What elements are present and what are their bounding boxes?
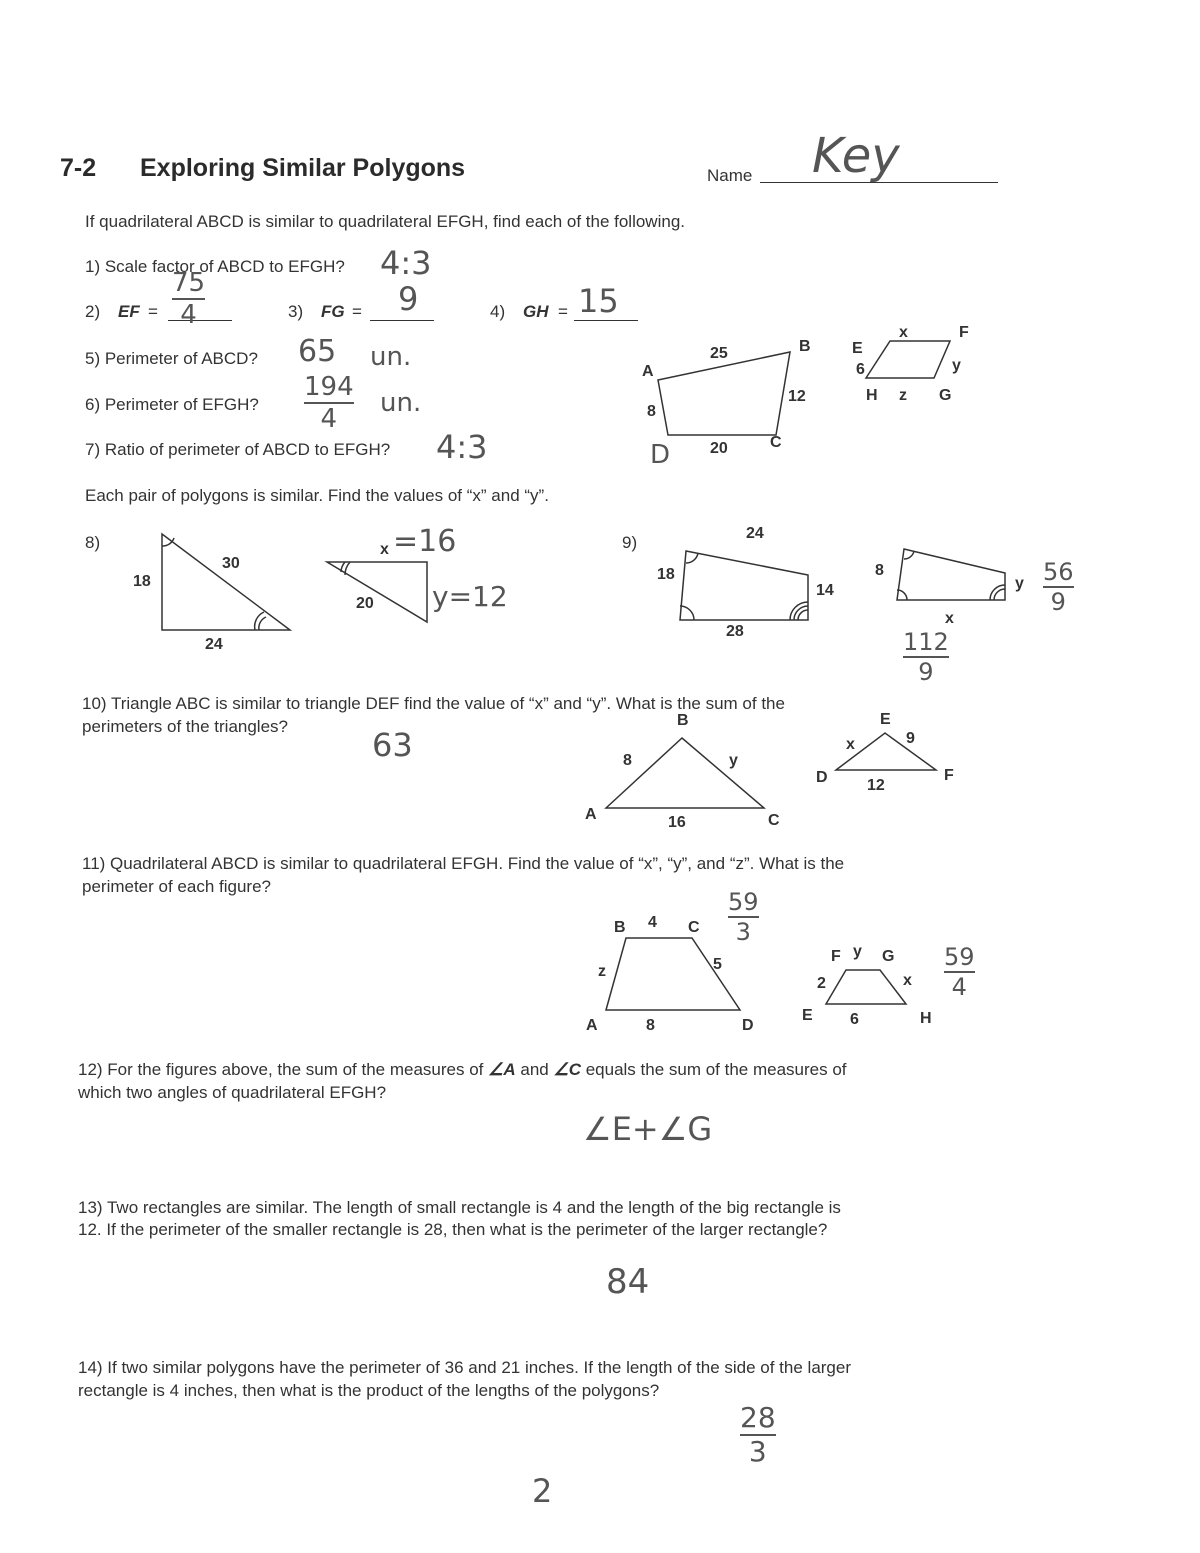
q10-side-ab: 8 — [623, 752, 632, 769]
q8-small-triangle — [327, 562, 427, 622]
q2-numerator: 75 — [172, 268, 206, 298]
q3-label: 3) — [288, 302, 304, 321]
q2-denominator: 4 — [180, 300, 197, 330]
q9-big-top: 24 — [746, 525, 764, 542]
q11-p1-denominator: 3 — [735, 918, 751, 946]
efgh-label-f: F — [959, 324, 969, 341]
name-label: Name — [707, 166, 753, 185]
q12-pre: 12) For the figures above, the sum of the measures of — [78, 1060, 489, 1079]
instructions: Each pair of polygons is similar. Find the values of “x” and “y”. — [85, 486, 549, 505]
q8-big-bottom: 24 — [205, 636, 223, 653]
abcd-side-bc: 12 — [788, 388, 806, 405]
q10-side-df: 12 — [867, 777, 885, 794]
q12-text — [78, 1058, 858, 1104]
q9-big-right: 14 — [816, 582, 834, 599]
q11-label-h: H — [920, 1010, 932, 1027]
q10-label-a: A — [585, 806, 597, 823]
q10-label-f: F — [944, 767, 954, 784]
q8-label: 8) — [85, 533, 101, 552]
q9-small-left: 8 — [875, 562, 884, 579]
q9-y-answer — [1043, 560, 1074, 614]
abcd-side-dc: 20 — [710, 440, 728, 457]
efgh-side-fg: y — [952, 357, 961, 374]
q8-y-answer: y=12 — [432, 580, 508, 613]
q7-label: 7) Ratio of perimeter of ABCD to EFGH? — [85, 440, 391, 459]
abcd-side-ad: 8 — [647, 403, 656, 420]
q12-angle-c: ∠C — [553, 1060, 581, 1079]
q8-small-angle-mark — [341, 562, 345, 572]
q11-quad-abcd — [606, 938, 740, 1010]
quad-abcd-top — [658, 352, 790, 435]
q2-eq: = — [148, 302, 158, 321]
page-number: 2 — [532, 1472, 553, 1510]
q9-angle-mark-1 — [686, 553, 698, 563]
q11-p1-numerator: 59 — [728, 888, 759, 916]
q11-side-gh: x — [903, 972, 912, 989]
q14-denominator: 3 — [748, 1435, 767, 1468]
q9-big-bottom: 28 — [726, 623, 744, 640]
q10-label-d: D — [816, 769, 828, 786]
q9-big-quad — [680, 551, 808, 620]
q12-post: equals the sum of the measures of which two angles of quadrilateral EFGH? — [78, 1060, 847, 1102]
q9-x-numerator: 112 — [903, 628, 949, 656]
q11-label-f: F — [831, 948, 841, 965]
q3-var: FG — [321, 302, 345, 321]
efgh-side-ef: x — [899, 324, 908, 341]
q11-label-a: A — [586, 1017, 598, 1034]
abcd-side-ab: 25 — [710, 345, 728, 362]
q3-eq: = — [352, 302, 362, 321]
q13-answer: 84 — [606, 1262, 650, 1302]
q11-side-cd: 5 — [713, 956, 722, 973]
q11-side-ab: z — [598, 963, 606, 980]
q10-answer: 63 — [372, 726, 413, 764]
q9-big-left: 18 — [657, 566, 675, 583]
q8-small-x: x — [380, 541, 389, 558]
q8-big-hyp: 30 — [222, 555, 240, 572]
efgh-side-hg: z — [899, 387, 907, 404]
q9-label: 9) — [622, 533, 638, 552]
q1-label: 1) Scale factor of ABCD to EFGH? — [85, 257, 345, 276]
q14-numerator: 28 — [740, 1401, 776, 1434]
q11-quad-efgh — [826, 970, 906, 1004]
q11-label-b: B — [614, 919, 626, 936]
q11-side-ad: 8 — [646, 1017, 655, 1034]
q9-x-answer — [903, 630, 949, 684]
q10-label-b: B — [677, 712, 689, 729]
q6-numerator: 194 — [304, 372, 354, 402]
abcd-label-d: D — [650, 440, 671, 470]
section-number: 7-2 — [60, 154, 97, 182]
q4-eq: = — [558, 302, 568, 321]
abcd-label-b: B — [799, 338, 811, 355]
q8-big-triangle — [162, 534, 290, 630]
q5-unit: un. — [370, 342, 412, 372]
q11-label-d: D — [742, 1017, 754, 1034]
efgh-label-h: H — [866, 387, 878, 404]
q9-y-numerator: 56 — [1043, 558, 1074, 586]
abcd-label-c: C — [770, 434, 782, 451]
q10-side-de: x — [846, 736, 855, 753]
q2-label: 2) — [85, 302, 101, 321]
q11-perimeter-abcd — [728, 890, 759, 944]
q6-unit: un. — [380, 388, 422, 418]
q14-answer — [740, 1401, 776, 1468]
q9-small-right-y: y — [1015, 575, 1024, 592]
q3-answer: 9 — [398, 280, 419, 318]
q11-side-bc: 4 — [648, 914, 657, 931]
q10-triangle-abc — [606, 738, 764, 808]
name-value: Key — [812, 128, 900, 184]
q11-perimeter-efgh — [944, 945, 975, 999]
page-title: Exploring Similar Polygons — [140, 154, 466, 182]
efgh-label-e: E — [852, 340, 863, 357]
efgh-side-eh: 6 — [856, 361, 865, 378]
q10-side-bc: y — [729, 752, 738, 769]
q4-var: GH — [523, 302, 549, 321]
q10-side-ac: 16 — [668, 814, 686, 831]
efgh-label-g: G — [939, 387, 952, 404]
q13-text: 13) Two rectangles are similar. The length of small rectangle is 4 and the length of the big rectangle is 12. If the perimeter of the smaller rectangle is 28, then what is the perimeter of the larger rectangle? — [78, 1198, 841, 1239]
q9-small-quad — [897, 549, 1005, 600]
q12-mid: and — [515, 1060, 554, 1079]
q12-angle-a: ∠A — [488, 1060, 516, 1079]
q5-answer: 65 — [298, 334, 337, 369]
q11-label-c: C — [688, 919, 700, 936]
q11-side-fg: y — [853, 943, 862, 960]
q10-label-e: E — [880, 711, 891, 728]
q11-text: 11) Quadrilateral ABCD is similar to quadrilateral EFGH. Find the value of “x”, “y”, and “z”. What is the perimeter of each figure? — [82, 854, 845, 896]
q6-denominator: 4 — [320, 404, 338, 434]
q10-side-ef: 9 — [906, 730, 915, 747]
q11-label-g: G — [882, 948, 895, 965]
q4-label: 4) — [490, 302, 506, 321]
q4-answer: 15 — [578, 282, 619, 320]
q10-text: 10) Triangle ABC is similar to triangle DEF find the value of “x” and “y”. What is the sum of the perimeters of the triangles? — [82, 694, 785, 736]
abcd-label-a: A — [642, 363, 654, 380]
quad-efgh-top — [866, 341, 950, 378]
q8-small-bottom: 20 — [356, 595, 374, 612]
q9-small-bottom-x: x — [945, 610, 954, 627]
q8-big-left: 18 — [133, 573, 151, 590]
q9-y-denominator: 9 — [1050, 588, 1066, 616]
q11-side-eh: 6 — [850, 1011, 859, 1028]
q5-label: 5) Perimeter of ABCD? — [85, 349, 258, 368]
q6-label: 6) Perimeter of EFGH? — [85, 395, 259, 414]
q11-side-ef: 2 — [817, 975, 826, 992]
intro-text: If quadrilateral ABCD is similar to quadrilateral EFGH, find each of the following. — [85, 212, 685, 231]
q10-label-c: C — [768, 812, 780, 829]
q11-p2-numerator: 59 — [944, 943, 975, 971]
q9-x-denominator: 9 — [918, 658, 934, 686]
q7-answer: 4:3 — [436, 428, 488, 466]
q11-label-e: E — [802, 1007, 813, 1024]
q11-p2-denominator: 4 — [951, 973, 967, 1001]
q14-text: 14) If two similar polygons have the perimeter of 36 and 21 inches. If the length of the side of the larger rectangle is 4 inches, then what is the product of the lengths of the polygons? — [78, 1358, 852, 1400]
q8-x-answer: =16 — [393, 524, 457, 559]
q2-var: EF — [118, 302, 140, 321]
q12-answer: ∠E+∠G — [583, 1110, 713, 1148]
q1-answer: 4:3 — [380, 244, 432, 282]
